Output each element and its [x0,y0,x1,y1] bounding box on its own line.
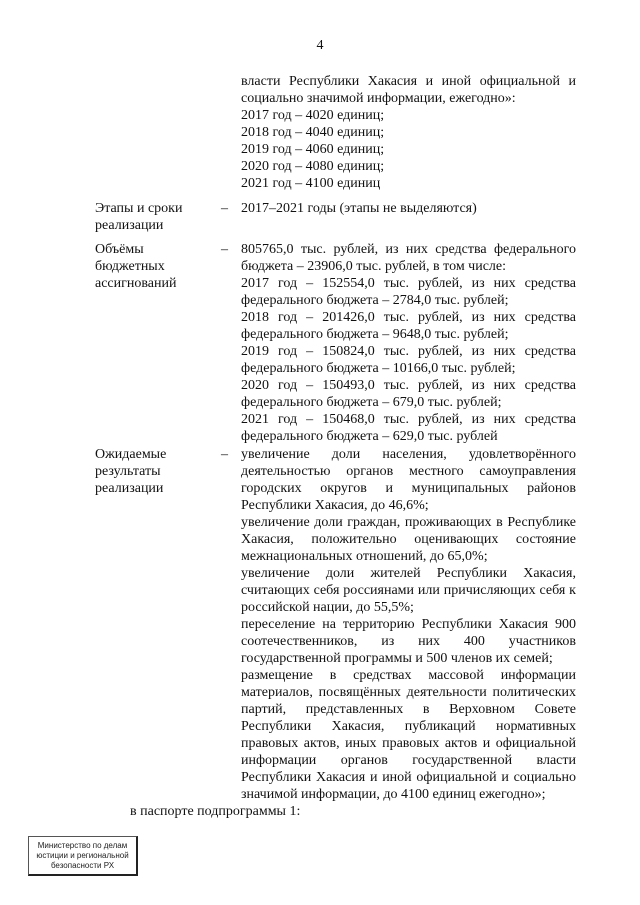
continuation-text [241,73,576,192]
budget-line: 805765,0 тыс. рублей, из них средства федерального [241,242,576,257]
results-line: Хакасия, положительно оценивающих состояние [241,532,576,547]
budget-line: 2019 год – 150824,0 тыс. рублей, из них средства [241,344,576,359]
stages-label-line: Этапы и сроки [95,201,183,216]
results-text [241,446,576,803]
results-line: считающих себя россиянами или причисляющих себя к [241,583,576,598]
continuation-line: 2019 год – 4060 единиц; [241,142,385,157]
results-line: государственной программы и 500 членов их семей; [241,651,553,666]
budget-line: федерального бюджета – 10166,0 тыс. рублей; [241,361,516,376]
continuation-line: 2021 год – 4100 единиц [241,176,381,191]
results-line: значимой информации, до 4100 единиц ежегодно»; [241,787,546,802]
budget-dash: – [221,242,228,257]
results-line: увеличение доли населения, удовлетворённого [241,447,576,462]
budget-line: 2018 год – 201426,0 тыс. рублей, из них средства [241,310,576,325]
budget-line: 2021 год – 150468,0 тыс. рублей, из них средства [241,412,576,427]
budget-line: федерального бюджета – 629,0 тыс. рублей [241,429,498,444]
stamp-line: Министерство по делам [37,841,128,850]
results-line: переселение на территорию Республики Хакасия 900 [241,617,576,632]
results-dash: – [221,447,228,462]
continuation-line: 2018 год – 4040 единиц; [241,125,385,140]
stamp-line: юстиции и региональной [36,851,129,860]
results-line: увеличение доли граждан, проживающих в Республике [241,515,576,530]
results-label-line: результаты [95,464,161,479]
results-line: Республики Хакасия, публикаций нормативных [241,719,576,734]
results-line: материалов, посвящённых деятельности политических [241,685,576,700]
continuation-line: социально значимой информации, ежегодно»: [241,91,516,106]
budget-label-line: ассигнований [95,276,177,291]
budget-label-line: бюджетных [95,259,165,274]
results-line: соотечественников, из них 400 участников [241,634,576,649]
results-line: увеличение доли жителей Республики Хакасия, [241,566,576,581]
results-label-line: Ожидаемые [95,447,167,462]
continuation-line: 2017 год – 4020 единиц; [241,108,385,123]
results-label-line: реализации [95,481,164,496]
stamp-line: безопасности РХ [50,861,115,870]
continuation-line: 2020 год – 4080 единиц; [241,159,385,174]
stages-text [241,200,576,217]
results-line: межнациональных отношений, до 65,0%; [241,549,488,564]
stages-dash: – [221,201,228,216]
stages-label-line: реализации [95,218,164,233]
budget-line: 2020 год – 150493,0 тыс. рублей, из них средства [241,378,576,393]
results-line: Республики Хакасия и иной официальной и социально [241,770,576,785]
results-line: правовых актов, иных правовых актов и официальной [241,736,576,751]
budget-text [241,241,576,445]
ministry-stamp [28,836,138,876]
budget-line: федерального бюджета – 2784,0 тыс. рублей; [241,293,509,308]
stages-label [95,200,213,234]
subprogram-passport-line: в паспорте подпрограммы 1: [130,804,301,819]
results-line: деятельностью органов местного самоуправления [241,464,576,479]
results-line: партий, представленных в Верховном Совете [241,702,576,717]
budget-line: 2017 год – 152554,0 тыс. рублей, из них средства [241,276,576,291]
results-line: Республики Хакасия, до 46,6%; [241,498,429,513]
results-line: российской нации, до 55,5%; [241,600,414,615]
results-label [95,446,213,497]
page-number: 4 [316,38,324,53]
continuation-line: власти Республики Хакасия и иной официальной и [241,74,576,89]
budget-line: федерального бюджета – 9648,0 тыс. рублей; [241,327,509,342]
budget-line: федерального бюджета – 679,0 тыс. рублей; [241,395,502,410]
results-line: размещение в средствах массовой информации [241,668,576,683]
budget-line: бюджета – 23906,0 тыс. рублей, в том числе: [241,259,507,274]
results-line: информации органов государственной власти [241,753,576,768]
budget-label-line: Объёмы [95,242,144,257]
stages-line: 2017–2021 годы (этапы не выделяются) [241,201,477,216]
budget-label [95,241,213,292]
results-line: городских округов и муниципальных районов [241,481,576,496]
